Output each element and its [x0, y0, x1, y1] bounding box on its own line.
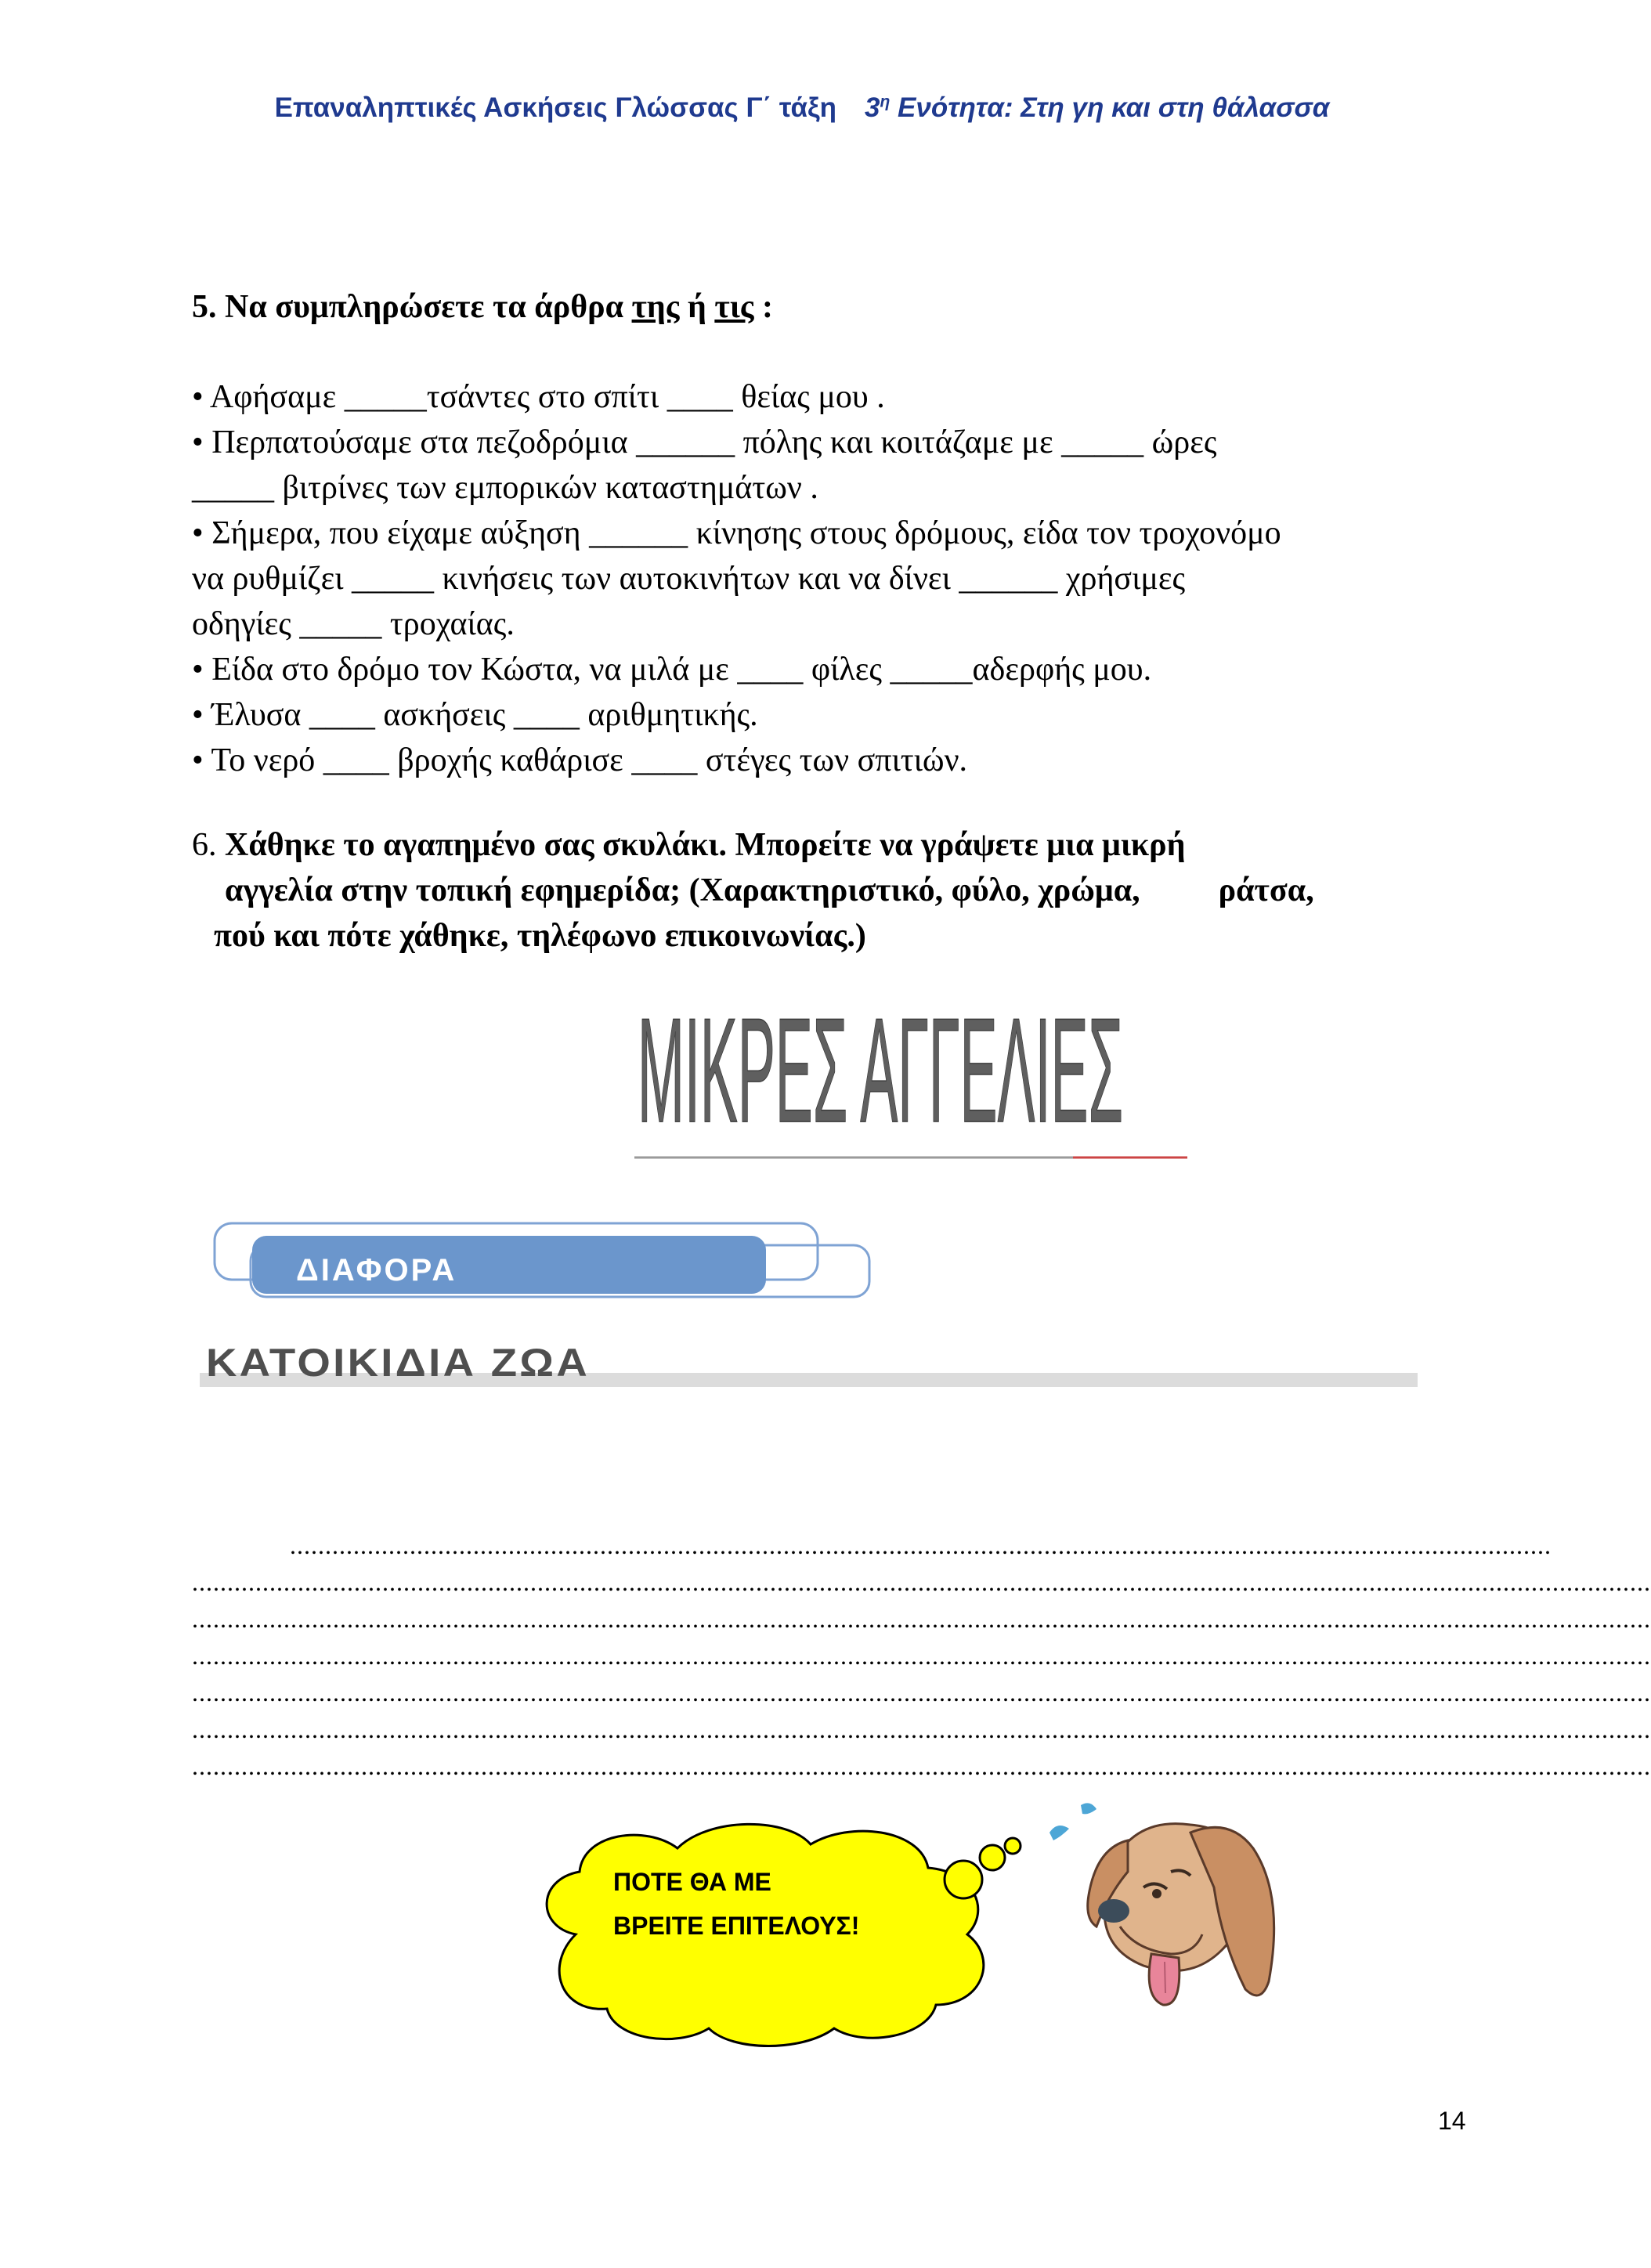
exercise-line: _____ βιτρίνες των εμπορικών καταστημάτων .	[192, 470, 818, 506]
answer-line[interactable]: ...............................................................................................................................................................................................................	[192, 1678, 1651, 1706]
header-subject: Επαναληπτικές Ασκήσεις Γλώσσας Γ΄ τάξη	[274, 92, 836, 123]
answer-line[interactable]: ...............................................................................................................................................................................................................	[192, 1752, 1651, 1780]
exercise-line: • Το νερό ____ βροχής καθάρισε ____ στέγες των σπιτιών.	[192, 742, 968, 778]
answer-line[interactable]: ...............................................................................................................................................................................................................	[192, 1715, 1651, 1743]
exercise-line: • Είδα στο δρόμο τον Κώστα, να μιλά με ____ φίλες _____αδερφής μου.	[192, 652, 1152, 688]
exercise-line: • Περπατούσαμε στα πεζοδρόμια ______ πόλης και κοιτάζαμε με _____ ώρες	[192, 424, 1217, 460]
exercise-line: να ρυθμίζει _____ κινήσεις των αυτοκινήτων και να δίνει ______ χρήσιμες	[192, 561, 1186, 597]
category-label: ΔΙΑΦΟΡΑ	[296, 1253, 457, 1287]
exercise-5-lines	[192, 374, 1492, 783]
sad-dog-icon	[1034, 1801, 1300, 2028]
exercise-6: 6. Χάθηκε το αγαπημένο σας σκυλάκι. Μπορείτε να γράψετε μια μικρή αγγελία στην τοπική εφημερίδα; (Χαρακτηριστικό, φύλο, χρώμα, ράτσα, πού και πότε χάθηκε, τηλέφωνο επικοινωνίας.)	[192, 827, 1314, 954]
answer-lines[interactable]	[192, 1527, 1651, 1785]
bubble-text: ΠΟΤΕ ΘΑ ΜΕ ΒΡΕΙΤΕ ΕΠΙΤΕΛΟΥΣ!	[613, 1868, 860, 1940]
answer-line[interactable]: ...............................................................................................................................................................................................................	[192, 1605, 1651, 1633]
classifieds-title: ΜΙΚΡΕΣ ΑΓΓΕΛΙΕΣ	[638, 987, 1123, 1154]
subcategory-banner	[200, 1335, 1422, 1390]
exercise-line: οδηγίες _____ τροχαίας.	[192, 606, 515, 642]
answer-line[interactable]: ...............................................................................................................................................................................................................	[192, 1641, 1651, 1670]
exercise-line: • Έλυσα ____ ασκήσεις ____ αριθμητικής.	[192, 697, 758, 733]
page-number: 14	[1438, 2107, 1466, 2135]
answer-line[interactable]: ...............................................................................................................................................................................................................	[192, 1568, 1651, 1596]
category-banner	[211, 1214, 885, 1308]
answer-line[interactable]: ...................................................................................................................................................................................	[290, 1531, 1552, 1559]
subcategory-label: ΚΑΤΟΙΚΙΔΙΑ ΖΩΑ	[206, 1341, 590, 1385]
exercise-line: • Αφήσαμε _____τσάντες στο σπίτι ____ θείας μου .	[192, 379, 885, 415]
exercise-5-title: 5. Να συμπληρώσετε τα άρθρα της ή τις :	[192, 289, 773, 325]
header-unit: $3^\eta$ Ενότητα: Στη γη και στη θάλασσα	[865, 92, 1330, 123]
page-header	[0, 92, 1604, 124]
exercise-line: • Σήμερα, που είχαμε αύξηση ______ κίνησης στους δρόμους, είδα τον τροχονόμο	[192, 515, 1281, 551]
classifieds-heading	[634, 987, 1187, 1161]
